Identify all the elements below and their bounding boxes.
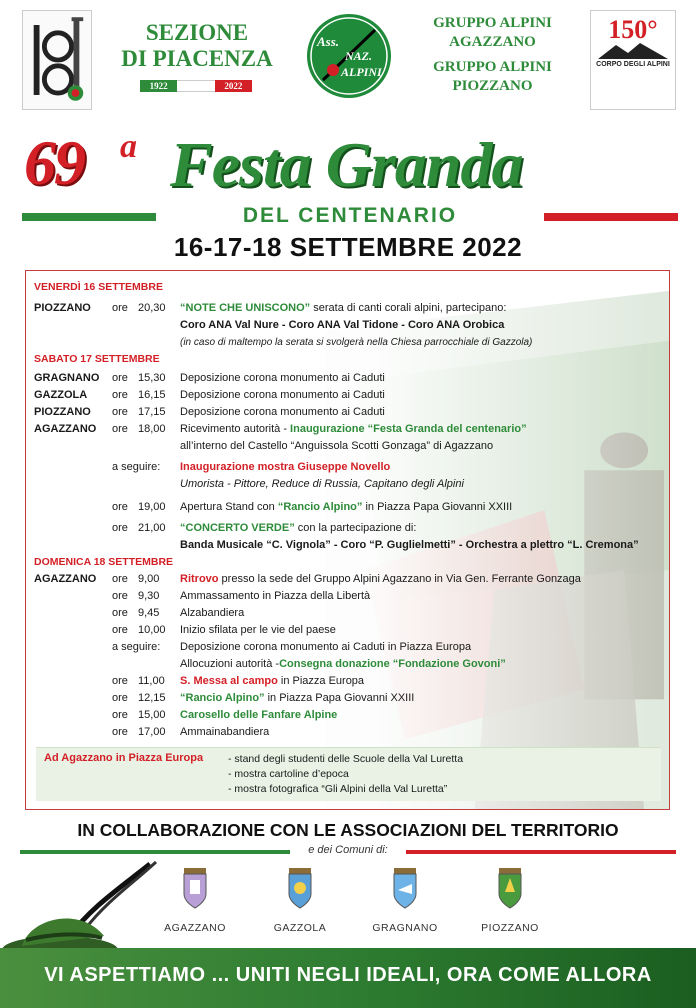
saturday-heading: SABATO 17 SETTEMBRE [34,353,160,365]
expo-box [36,747,661,801]
row-desc: Inizio sfilata per le vie del paese [180,624,336,636]
ana-logo-text-naz: NAZ. [345,49,372,63]
saturday-mostra-row [34,459,664,476]
expo-item: - mostra fotografica “Gli Alpini della Val Luretta” [228,783,448,795]
ritrovo: Ritrovo [180,573,219,585]
expo-item: - stand degli studenti delle Scuole della Val Luretta [228,753,464,765]
row-desc: Ammainabandiera [180,726,270,738]
ore-label: ore [112,522,128,534]
friday-event-row [34,300,664,317]
row-time: 9,00 [138,573,160,585]
row-place: AGAZZANO [34,423,97,435]
footer-slogan: VI ASPETTIAMO ... UNITI NEGLI IDEALI, ORA COME ALLORA [44,964,652,986]
ore-label: ore [112,692,128,704]
crest-gazzola [255,866,345,934]
ore-label: ore [112,372,128,384]
row-place: GAZZOLA [34,389,88,401]
mostra-subtitle: Umorista - Pittore, Reduce di Russia, Capitano degli Alpini [180,478,464,490]
flag-white [177,80,214,92]
ore-label: ore [112,590,128,602]
festa-title [20,126,680,206]
sezione-title [112,20,282,72]
row-desc-end: in Piazza Papa Giovanni XXIII [362,501,513,513]
row-desc: con la partecipazione di: [294,522,417,534]
centenario-row [22,204,678,228]
row-time: 17,15 [138,406,166,418]
edition-number: 69 [24,127,84,198]
sunday-row-5 [34,639,664,656]
carosello: Carosello delle Fanfare Alpine [180,709,338,721]
row-time: 15,00 [138,709,166,721]
row-desc: presso la sede del Gruppo Alpini Agazzano in Via Gen. Ferrante Gonzaga [218,573,581,585]
friday-weather-note: (in caso di maltempo la serata si svolgerà nella Chiesa parrocchiale di Gazzola) [180,337,533,348]
piozzano-crest-icon [493,866,527,910]
footer-banner [0,948,696,1008]
gruppo2-line1: GRUPPO ALPINI [433,59,552,75]
ana-logo [303,12,395,100]
row-place: AGAZZANO [34,573,97,585]
friday-heading: VENERDÌ 16 SETTEMBRE [34,281,163,293]
collaboration-title: IN COLLABORAZIONE CON LE ASSOCIAZIONI DEL TERRITORIO [77,820,619,840]
sunday-row-10 [34,724,664,741]
town-name: GAZZOLA [273,922,327,934]
row-desc: Deposizione corona monumento ai Caduti [180,389,385,401]
green-line [20,850,290,854]
sunday-row-9 [34,707,664,724]
row-place: GRAGNANO [34,372,100,384]
row-time: 10,00 [138,624,166,636]
a-seguire-label: a seguire: [112,461,161,473]
saturday-row-1 [34,370,664,387]
red-line [406,850,676,854]
sunday-heading: DOMENICA 18 SETTEMBRE [34,556,174,568]
crest-piozzano [465,866,555,934]
row-time: 11,00 [138,675,165,687]
row-time: 17,00 [138,726,166,738]
sunday-row-2 [34,588,664,605]
row-desc: Deposizione corona monumento ai Caduti in Piazza Europa [180,641,472,653]
concerto-verde: “CONCERTO VERDE” [180,522,295,534]
messa: S. Messa al campo [180,675,278,687]
row-desc: Alzabandiera [180,607,245,619]
sezione-line1: SEZIONE [145,20,249,45]
green-bar [22,213,156,221]
gragnano-crest-icon [388,866,422,910]
row-desc: Deposizione corona monumento ai Caduti [180,372,385,384]
ore-label: ore [112,675,128,687]
sezione-logo [22,10,92,110]
friday-event-title: “NOTE CHE UNISCONO” [180,302,311,314]
gruppo2-line2: PIOZZANO [452,78,533,94]
saturday-row-2 [34,387,664,404]
friday-choirs: Coro ANA Val Nure - Coro ANA Val Tidone - Coro ANA Orobica [180,319,505,331]
year-end: 2022 [215,80,252,92]
gruppo1-line2: AGAZZANO [449,34,536,50]
comuni-label: e dei Comuni di: [308,844,388,856]
castello-desc: all’interno del Castello “Anguissola Scotti Gonzaga” di Agazzano [180,440,494,452]
row-desc: Allocuzioni autorità - [180,658,280,670]
ore-label: ore [112,607,128,619]
saturday-row-3 [34,404,664,421]
inaugurazione-title: Inaugurazione “Festa Granda del centenario” [290,423,527,435]
sezione-emblem-icon [23,11,91,109]
row-desc: in Piazza Papa Giovanni XXIII [264,692,415,704]
edition-superscript: a [120,128,137,165]
program-rows [34,279,664,741]
sunday-row-3 [34,605,664,622]
ore-label: ore [112,709,128,721]
year-start: 1922 [140,80,177,92]
sunday-row-6 [34,656,664,673]
row-time: 18,00 [138,423,166,435]
sunday-row-4 [34,622,664,639]
saturday-stand-row [34,499,664,516]
row-time: 21,00 [138,522,166,534]
sunday-row-7 [34,673,664,690]
row-time: 9,30 [138,590,160,602]
row-desc: Apertura Stand con [180,501,278,513]
donazione: Consegna donazione “Fondazione Govoni” [279,658,506,670]
centenario-subtitle: DEL CENTENARIO [242,204,458,227]
row-desc: Ricevimento autorità - [180,423,291,435]
row-desc: Ammassamento in Piazza della Libertà [180,590,371,602]
ore-label: ore [112,423,128,435]
row-time: 9,45 [138,607,160,619]
saturday-concerto-row [34,520,664,537]
ore-label: ore [112,302,128,314]
friday-time: 20,30 [138,302,166,314]
concerto-bands: Banda Musicale “C. Vignola” - Coro “P. Guglielmetti” - Orchestra a plettro “L. Cremona” [180,539,639,551]
corpo-alpini-150-logo [590,10,676,110]
row-desc: in Piazza Europa [277,675,365,687]
event-dates: 16-17-18 SETTEMBRE 2022 [173,232,523,262]
expo-item: - mostra cartoline d’epoca [228,768,349,780]
a-seguire-label: a seguire: [112,641,161,653]
red-bar [544,213,678,221]
gruppi-alpini [410,14,575,96]
program-box [25,270,670,810]
crest-agazzano [150,866,240,934]
gazzola-crest-icon [283,866,317,910]
ana-logo-text-top: Ass. [317,34,340,49]
expo-list [228,752,463,797]
sezione-line2: DI PIACENZA [121,46,273,71]
anniversary-caption: CORPO DEGLI ALPINI [596,61,670,68]
row-time: 12,15 [138,692,166,704]
comuni-row [20,843,676,859]
row-time: 19,00 [138,501,166,513]
ore-label: ore [112,389,128,401]
friday-place: PIOZZANO [34,302,91,314]
saturday-row-agazzano [34,421,664,438]
expo-location: Ad Agazzano in Piazza Europa [44,752,204,764]
festa-granda-title: Festa Granda [170,129,523,200]
rancio-alpino: “Rancio Alpino” [180,692,265,704]
rancio-alpino: “Rancio Alpino” [277,501,363,513]
row-time: 16,15 [138,389,166,401]
mostra-title: Inaugurazione mostra Giuseppe Novello [180,461,391,473]
town-name: PIOZZANO [481,922,539,934]
years-flag-bar [140,80,252,92]
ore-label: ore [112,624,128,636]
anniversary-number: 150° [608,15,658,44]
row-place: PIOZZANO [34,406,91,418]
ore-label: ore [112,501,128,513]
town-name: GRAGNANO [372,922,438,934]
friday-event-desc: serata di canti corali alpini, partecipano: [310,302,507,314]
agazzano-crest-icon [178,866,212,910]
sunday-row-8 [34,690,664,707]
gruppo1-line1: GRUPPO ALPINI [433,15,552,31]
ore-label: ore [112,406,128,418]
ana-logo-text-alpini: ALPINI [341,65,382,79]
town-name: AGAZZANO [164,922,226,934]
comuni-crests [150,866,560,941]
sunday-row-1 [34,571,664,588]
ore-label: ore [112,726,128,738]
crest-gragnano [360,866,450,934]
ore-label: ore [112,573,128,585]
row-time: 15,30 [138,372,166,384]
row-desc: Deposizione corona monumento ai Caduti [180,406,385,418]
